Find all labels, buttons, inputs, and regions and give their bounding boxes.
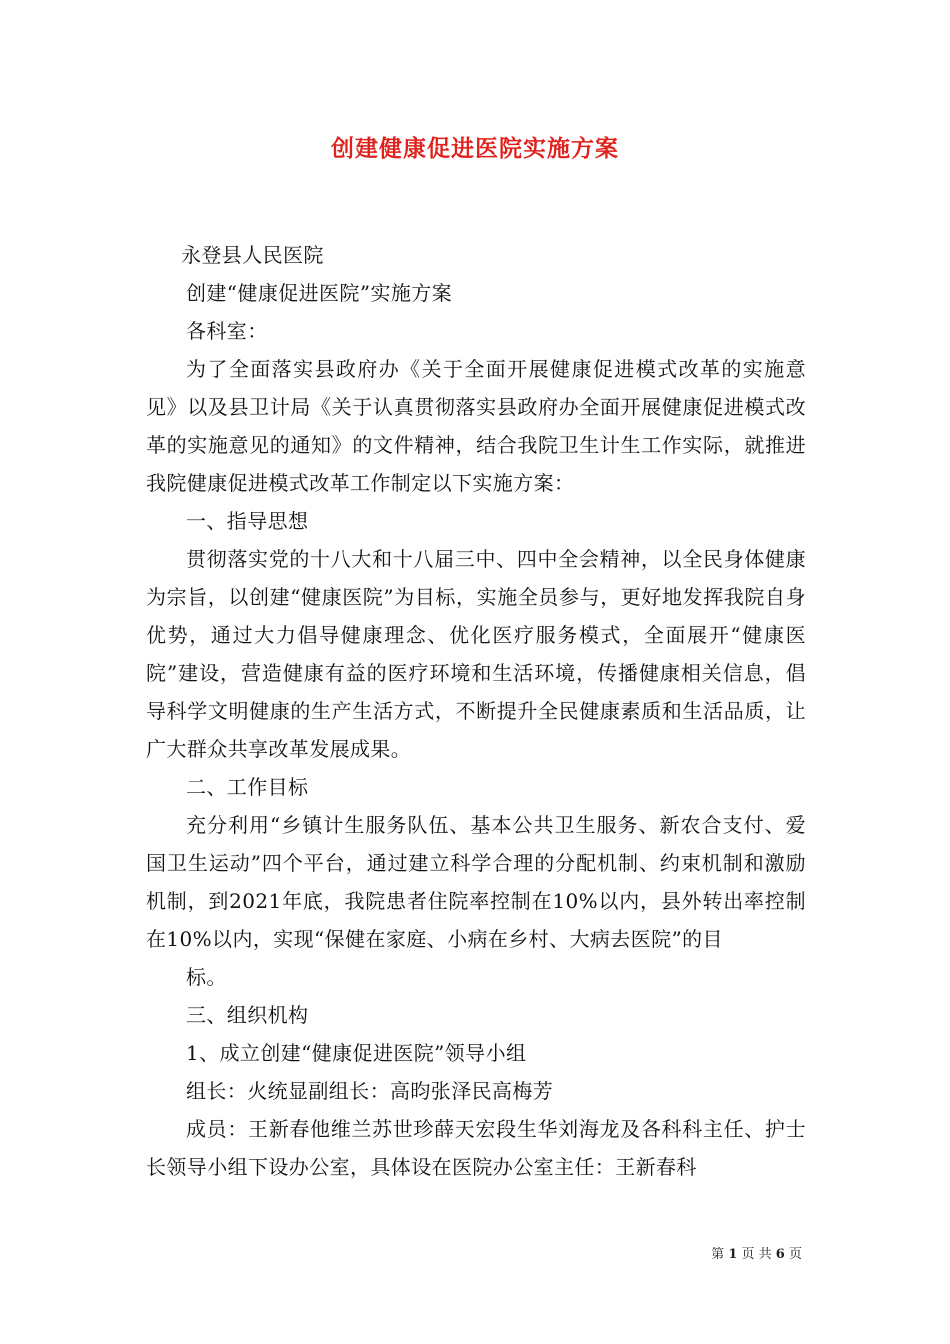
section-heading-work-goals: 二、工作目标 [186,775,309,799]
document-body [146,236,806,1186]
page-number-footer [711,1245,802,1265]
footer-middle: 页 共 [741,1247,772,1262]
section-heading-guiding-ideology: 一、指导思想 [186,509,309,533]
paragraph-salutation: 各科室： [186,319,268,343]
paragraph-work-goals-continued: 标。 [186,965,227,989]
section-heading-organization: 三、组织机构 [186,1003,309,1027]
footer-current-page: 1 [728,1247,738,1262]
footer-suffix: 页 [788,1247,802,1262]
paragraph-work-goals: 充分利用“乡镇计生服务队伍、基本公共卫生服务、新农合支付、爱国卫生运动”四个平台，通过建立科学合理的分配机制、约束机制和激励机制，到2021年底，我院患者住院率控制在10%以内，县外转出率控制在10%以内，实现“保健在家庭、小病在乡村、大病去医院”的目 [146,813,806,951]
paragraph-guiding-ideology: 贯彻落实党的十八大和十八届三中、四中全会精神，以全民身体健康为宗旨，以创建“健康医院”为目标，实施全员参与，更好地发挥我院自身优势，通过大力倡导健康理念、优化医疗服务模式，全面展开“健康医院”建设，营造健康有益的医疗环境和生活环境，传播健康相关信息，倡导科学文明健康的生产生活方式，不断提升全民健康素质和生活品质，让广大群众共享改革发展成果。 [146,547,806,761]
paragraph-group-members: 成员：王新春他维兰苏世珍薛天宏段生华刘海龙及各科科主任、护士长领导小组下设办公室，具体设在医院办公室主任：王新春科 [146,1117,806,1179]
paragraph-plan-title: 创建“健康促进医院”实施方案 [186,281,453,305]
paragraph-hospital-name: 永登县人民医院 [181,243,324,267]
paragraph-leading-group: 1、成立创建“健康促进医院”领导小组 [186,1041,527,1065]
document-title: 创建健康促进医院实施方案 [331,135,619,162]
footer-prefix: 第 [711,1247,725,1262]
paragraph-introduction: 为了全面落实县政府办《关于全面开展健康促进模式改革的实施意见》以及县卫计局《关于认真贯彻落实县政府办全面开展健康促进模式改革的实施意见的通知》的文件精神，结合我院卫生计生工作实际，就推进我院健康促进模式改革工作制定以下实施方案： [146,357,806,495]
footer-total-pages: 6 [775,1247,785,1262]
paragraph-group-leaders: 组长：火统显副组长：高昀张泽民高梅芳 [186,1079,554,1103]
